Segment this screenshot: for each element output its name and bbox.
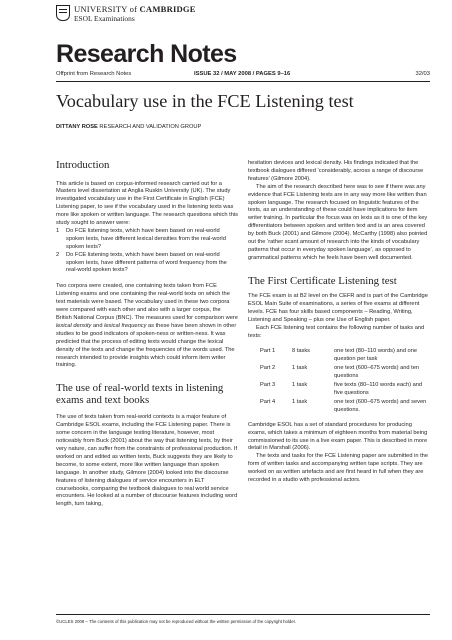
page-ref: 32/03 (415, 71, 430, 77)
research-question-1: 1 Do FCE listening texts, which have been based on real-world spoken texts, have different lexical densities from the real-world spoken texts? (56, 227, 226, 250)
task-part: Part 2 (260, 364, 276, 371)
research-question-2: 2 Do FCE listening texts, which have been based on real-world spoken texts, have different patterns of word frequency from the real-world spoken texts? (56, 251, 227, 274)
intro-paragraph-2: Two corpora were created, one containing texts taken from FCE Listening exams and one containing the real-world texts on which the test materials were based. The vocabulary used in these two corpora were compared with each other and also with a larger corpus, the British National Corpus (BNC). The measures used for comparison were lexical density and lexical frequency as these have been shown in other studies to be good indicators of spoken-ness or written-ness. It was predicted that the process of editing texts would change the lexical density of the texts and change the frequencies of the words used. The research intended to provide insights which could inform item writer training. (56, 283, 238, 369)
crest-icon (56, 5, 70, 21)
author-affiliation: RESEARCH AND VALIDATION GROUP (99, 124, 202, 130)
right-paragraph-2: The aim of the research described here was to see if there was any evidence that FCE Listening texts are in any way more like written than spoken language. The research focused on linguistic features of the texts, as an understanding of these could have implications for item writer training. In particular the focus was on lexis as it is one of the key differentiators between spoken and written text and is an area covered by both Buck (2001) and Gilmore (2004). McCarthy (1998) also pointed out the ‘rather scant amount of research into the kinds of vocabulary patterns that occur in everyday spoken language’, as opposed to grammatical patterns which he feels have been well documented. (248, 183, 428, 261)
task-count: 8 tasks (292, 347, 311, 354)
heading-fce-listening: The First Certificate Listening test (248, 274, 397, 287)
article-title: Vocabulary use in the FCE Listening test (56, 91, 354, 111)
research-questions (56, 228, 238, 275)
fce-paragraph-4: The texts and tasks for the FCE Listening paper are submitted in the form of written tasks and accompanying written tape scripts. They are worked on as written artefacts and are first heard in full when they are recorded in a studio with professional actors. (248, 453, 428, 484)
heading-real-world-texts: The use of real-world texts in listening exams and text books (56, 382, 224, 406)
university-name: UNIVERSITY of CAMBRIDGE (74, 4, 196, 14)
university-logo (56, 4, 196, 30)
task-row (248, 382, 430, 399)
masthead-title: Research Notes (56, 40, 237, 68)
task-part: Part 4 (260, 398, 276, 405)
task-row (248, 365, 430, 382)
heading-introduction: Introduction (56, 159, 110, 171)
task-description: one text (600–675 words) and ten questions (334, 364, 420, 379)
tasks-table (248, 348, 430, 416)
task-description: five texts (80–110 words each) and five questions (334, 381, 423, 396)
footer-rule (56, 614, 430, 615)
offprint-label: Offprint from Research Notes (56, 71, 132, 77)
author-line (56, 124, 201, 130)
right-paragraph-1: hesitation devices and lexical density. His findings indicated that the textbook dialogues differed ‘considerably, across a range of discourse features’ (Gilmore 2004). (248, 160, 424, 182)
task-description: one text (600–675 words) and seven questions. (334, 398, 427, 413)
fce-paragraph-1: The FCE exam is at B2 level on the CEFR and is part of the Cambridge ESOL Main Suite of examinations, a series of five exams at different levels. FCE has four skills based components – Reading, Writing, Listening and Speaking – plus one Use of English paper. (248, 293, 428, 323)
left-column (56, 160, 238, 509)
fce-paragraph-2: Each FCE listening test contains the following number of tasks and texts: (248, 324, 425, 339)
header-rule (56, 81, 430, 82)
author-name: DITTANY ROSE (56, 124, 98, 130)
task-count: 1 task (292, 381, 308, 388)
task-count: 1 task (292, 364, 308, 371)
task-row (248, 399, 430, 416)
right-column (248, 160, 430, 485)
esol-name: ESOL Examinations (74, 14, 135, 23)
issue-meta (56, 71, 430, 81)
task-row (248, 348, 430, 365)
real-world-paragraph: The use of texts taken from real-world contexts is a major feature of Cambridge ESOL exams, including the FCE Listening paper. There is some concern in the language testing literature, however, most noticeably from Buck (2001) about the way that listening texts, by their very nature, can suffer from the constraints of professional production. If worked on and edited as written texts, Buck suggests they are likely to become, to some extent, more like written language than spoken language. In another study, Gilmore (2004) looked into the discourse features of listening dialogues of service encounters in ELT coursebooks, comparing the textbook dialogues to real world service encounters. He looked at a number of discourse features including word length, turn taking, (56, 414, 238, 508)
task-description: one text (80–110 words) and one question per task (334, 347, 418, 362)
intro-paragraph-1: This article is based on corpus-informed research carried out for a Masters level dissertation at Anglia Ruskin University (UK). The study investigated vocabulary use in the First Certificate in English (FCE) Listening paper, to see if the vocabulary used in the listening texts was more like spoken or written language. The research questions which this study sought to answer were: (56, 180, 238, 227)
task-part: Part 1 (260, 347, 276, 354)
issue-label: ISSUE 32 / MAY 2008 / PAGES 9–16 (194, 71, 291, 77)
task-count: 1 task (292, 398, 308, 405)
fce-paragraph-3: Cambridge ESOL has a set of standard procedures for producing exams, which takes a minimum of eighteen months from material being commissioned to its use in a live exam paper. This is described in more detail in Marshall (2006). (248, 421, 428, 452)
task-part: Part 3 (260, 381, 276, 388)
copyright-footer: ©UCLES 2008 – The contents of this publication may not be reproduced without the written permission of the copyright holder. (56, 619, 297, 624)
